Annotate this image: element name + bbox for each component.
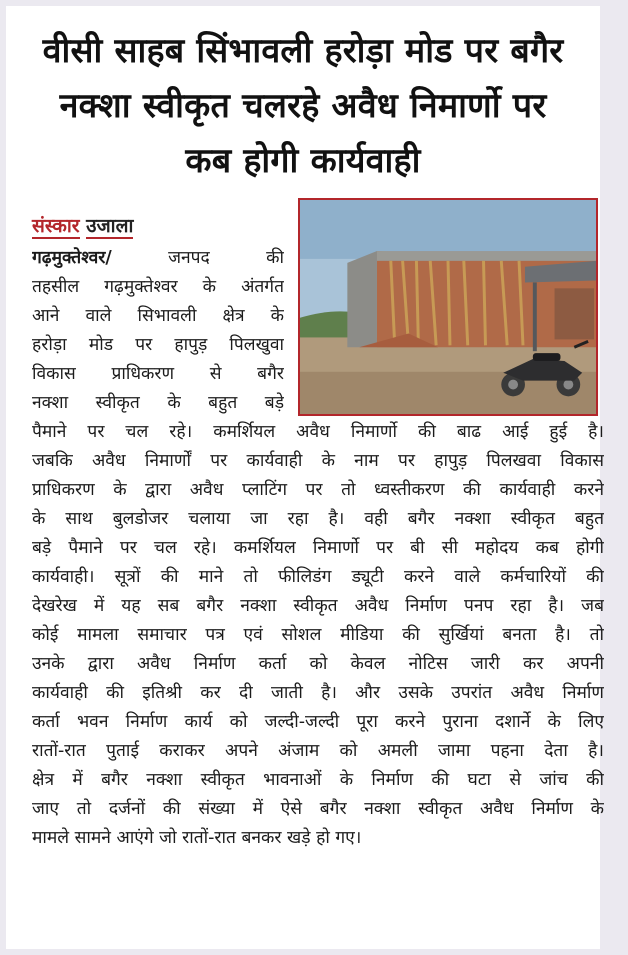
article-line: आने वाले सिभावली क्षेत्र के (32, 306, 284, 326)
article-line: प्राधिकरण के द्वारा अवैध प्लाटिंग पर तो ध्वस्तीकरण की कार्यवाही करने (32, 480, 604, 500)
article-line: कार्यवाही। सूत्रों की माने तो फीलि‍डंग ड्यूटी करने वाले कर्मचारियों की (32, 567, 604, 587)
article-line: हरोड़ा मोड पर हापुड़ पिलखुवा (32, 335, 284, 355)
headline (14, 24, 592, 189)
article-line: कार्यवाही की इतिश्री कर दी जाती है। और उसके उपरांत अवैध निर्माण (32, 683, 604, 703)
dateline: गढ़मुक्तेश्वर/ (32, 248, 112, 268)
article-line: कर्ता भवन निर्माण कार्य को जल्दी-जल्दी पूरा करने पुराना दशार्ने के लिए (32, 712, 604, 732)
article-line: बड़े पैमाने पर चल रहे। कमर्शियल निमार्णो पर बी सी महोदय कब होगी (32, 538, 604, 558)
headline-line-2: नक्शा स्वीकृत चलरहे अवैध निमार्णो पर (59, 86, 547, 126)
article-line: जाए तो दर्जनों की संख्या में ऐसे बगैर नक्शा स्वीकृत अवैध निर्माण के (32, 799, 604, 819)
article-line: तहसील गढ़मुक्तेश्वर के अंतर्गत (32, 277, 284, 297)
byline (32, 214, 133, 238)
article-line: कोई मामला समाचार पत्र एवं सोशल मीडिया की सुर्खियां बनता है। तो (32, 625, 604, 645)
article-line: रातों-रात पुताई कराकर अपने अंजाम को अमली जामा पहना देता है। (32, 741, 604, 761)
article-line: नक्शा स्वीकृत के बहुत बड़े (32, 393, 284, 413)
article-line: पैमाने पर चल रहे। कमर्शियल अवैध निमार्णो की बाढ आई हुई है। (32, 422, 604, 442)
byline-brand-sanskar: संस्कार (32, 215, 80, 237)
article-body (32, 244, 604, 853)
headline-line-3: कब होगी कार्यवाही (185, 141, 421, 181)
byline-brand-ujala: उजाला (86, 215, 134, 237)
article-line: क्षेत्र में बगैर नक्शा स्वीकृत भावनाओं के निर्माण की घटा से जांच की (32, 770, 604, 790)
article-line: जबकि अवैध निमार्णों पर कार्यवाही के नाम पर हापुड़ पिलखवा विकास (32, 451, 604, 471)
newspaper-clipping (6, 6, 604, 949)
article-line: मामले सामने आएंगे जो रातों-रात बनकर खड़े हो गए। (32, 828, 362, 848)
article-line: के साथ बुलडोजर चलाया जा रहा है। वही बगैर नक्शा स्वीकृत बहुत (32, 509, 604, 529)
article-line: गढ़मुक्तेश्वर/ जनपद की (32, 248, 284, 268)
article-line: उनके द्वारा अवैध निर्माण कर्ता को केवल नोटिस जारी कर अपनी (32, 654, 604, 674)
headline-line-1: वीसी साहब सिंभावली हरोड़ा मोड पर बगैर (42, 31, 564, 71)
article-line: विकास प्राधिकरण से बगैर (32, 364, 284, 384)
article-line: देखरेख में यह सब बगैर नक्शा स्वीकृत अवैध निर्माण पनप रहा है। जब (32, 596, 604, 616)
